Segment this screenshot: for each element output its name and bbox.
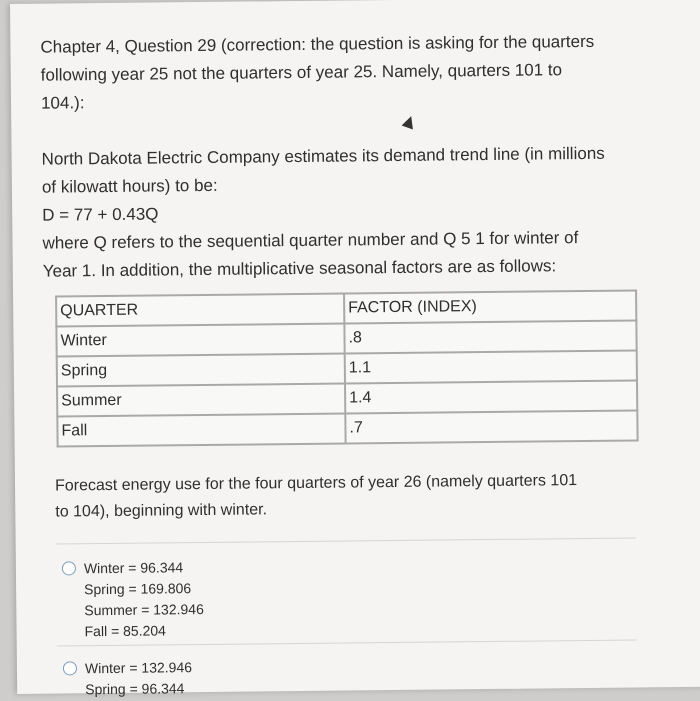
mouse-cursor-icon bbox=[402, 114, 417, 129]
option-line: Spring = 169.806 bbox=[84, 580, 192, 598]
table-row bbox=[57, 410, 637, 446]
cell-factor: .8 bbox=[344, 320, 636, 353]
note-line: 104.): bbox=[40, 93, 85, 113]
question-line: to 104), beginning with winter. bbox=[55, 501, 268, 521]
option-line: Spring = 96.344 bbox=[85, 680, 185, 698]
cell-quarter: Fall bbox=[57, 414, 345, 447]
radio-button[interactable] bbox=[62, 561, 76, 575]
cell-quarter: Spring bbox=[57, 354, 345, 387]
question-line: Forecast energy use for the four quarters of year 26 (namely quarters 101 bbox=[54, 472, 578, 495]
problem-line: D = 77 + 0.43Q bbox=[42, 204, 159, 225]
note-line: following year 25 not the quarters of year 25. Namely, quarters 101 to bbox=[40, 60, 563, 85]
option-line: Winter = 96.344 bbox=[83, 559, 184, 577]
header-quarter: QUARTER bbox=[56, 294, 344, 327]
problem-line: Year 1. In addition, the multiplicative seasonal factors are as follows: bbox=[42, 256, 557, 281]
option-line: Fall = 85.204 bbox=[84, 622, 166, 640]
cell-factor: 1.4 bbox=[345, 380, 637, 413]
divider bbox=[56, 537, 636, 544]
cell-factor: 1.1 bbox=[345, 350, 637, 383]
problem-line: North Dakota Electric Company estimates its demand trend line (in millions bbox=[41, 143, 605, 169]
problem-statement bbox=[41, 139, 662, 285]
problem-line: of kilowatt hours) to be: bbox=[41, 175, 218, 197]
radio-button[interactable] bbox=[63, 661, 77, 675]
seasonal-factors-table bbox=[55, 289, 639, 447]
cell-quarter: Summer bbox=[57, 384, 345, 417]
header-factor: FACTOR (INDEX) bbox=[344, 290, 636, 323]
cell-factor: .7 bbox=[345, 410, 637, 443]
answer-option-1[interactable] bbox=[62, 557, 204, 642]
note-line: Chapter 4, Question 29 (correction: the question is asking for the quarters bbox=[40, 31, 595, 57]
cell-quarter: Winter bbox=[56, 324, 344, 357]
question-prompt bbox=[55, 467, 656, 525]
answer-option-2[interactable] bbox=[63, 657, 192, 700]
option-line: Summer = 132.946 bbox=[84, 601, 204, 619]
document-page bbox=[10, 0, 700, 698]
problem-line: where Q refers to the sequential quarter number and Q 5 1 for winter of bbox=[42, 228, 579, 253]
correction-note bbox=[40, 27, 661, 117]
option-line: Winter = 132.946 bbox=[84, 659, 193, 677]
